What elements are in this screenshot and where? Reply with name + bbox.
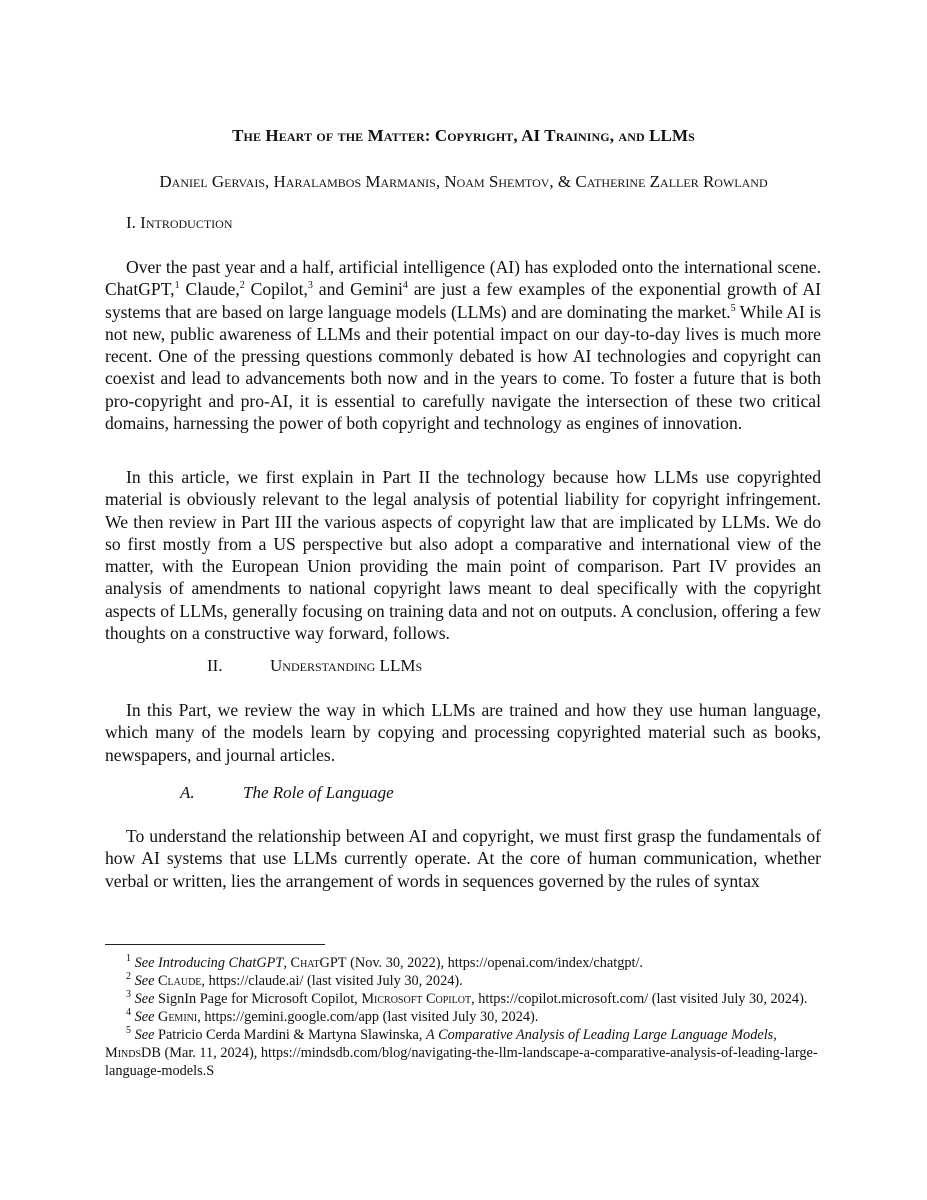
- source-title: A Comparative Analysis of Leading Large Language Models: [426, 1027, 774, 1043]
- signal-see: See: [134, 1027, 155, 1043]
- paragraph-text: are just a few examples of the exponential growth of AI systems that are based on large language models (LLMs) and are dominating the market.: [105, 279, 821, 322]
- footnote-number: 4: [126, 1007, 131, 1019]
- signal-see: See: [134, 955, 155, 971]
- separator: ,: [773, 1027, 777, 1043]
- paragraph-introduction-2: In this article, we first explain in Part II the technology because how LLMs use copyrighted material is obviously relevant to the legal analysis of potential liability for copyright infringement. We then review in Part III the various aspects of copyright law that are implicated by LLMs. We do so first mostly from a US perspective but also adopt a comparative and international view of the matter, with the European Union providing the main point of comparison. Part IV provides an analysis of amendments to national copyright laws meant to deal specifically with the copyright aspects of LLMs, generally focusing on training data and not on outputs. A conclusion, offering a few thoughts on a constructive way forward, follows.: [105, 467, 821, 644]
- source-publisher: Gemini: [158, 1009, 198, 1025]
- paragraph-role-of-language: To understand the relationship between AI and copyright, we must first grasp the fundamentals of how AI systems that use LLMs currently operate. At the core of human communication, whether verbal or written, lies the arrangement of words in sequences governed by the rules of syntax: [105, 826, 821, 891]
- footnote-ref-2[interactable]: 2: [239, 280, 245, 292]
- source-publisher: ChatGPT: [290, 955, 347, 971]
- footnote-number: 2: [126, 971, 131, 983]
- subsection-number-a: A.: [180, 783, 195, 802]
- footnote-number: 5: [126, 1025, 131, 1037]
- footnote-ref-1[interactable]: 1: [174, 280, 180, 292]
- signal-see: See: [134, 991, 155, 1007]
- paragraph-text: While AI is not new, public awareness of LLMs and their potential impact on our day-to-day lives is much more recent. One of the pressing questions commonly debated is how AI technologies and copyright can coexist and lead to advancements both now and in the years to come. To foster a future that is both pro-copyright and pro-AI, it is essential to carefully navigate the intersection of these two critical domains, harnessing the power of both copyright and technology as engines of innovation.: [105, 301, 821, 434]
- footnote-ref-3[interactable]: 3: [307, 280, 313, 292]
- footnote-3: [105, 990, 821, 1008]
- signal-see: See: [134, 973, 155, 989]
- citation-rest[interactable]: , https://claude.ai/ (last visited July 30, 2024).: [201, 973, 463, 989]
- paragraph-introduction-1: [105, 256, 821, 434]
- paragraph-text: Over the past year and a half, artificial intelligence (AI) has exploded onto the international scene. ChatGPT,: [105, 257, 821, 300]
- source-publisher: MindsDB: [105, 1045, 161, 1061]
- paragraph-text: Copilot,: [244, 279, 308, 300]
- section-heading-introduction: I. Introduction: [126, 213, 233, 232]
- source-publisher: Microsoft Copilot: [361, 991, 472, 1007]
- footnotes: [105, 954, 821, 1080]
- paragraph-text: and Gemini: [312, 279, 403, 300]
- footnote-ref-5[interactable]: 5: [730, 302, 736, 314]
- footnote-number: 1: [126, 953, 131, 965]
- citation-prefix: Patricio Cerda Mardini & Martyna Slawinska,: [154, 1027, 427, 1043]
- citation-rest[interactable]: (Nov. 30, 2022), https://openai.com/index/chatgpt/.: [346, 955, 644, 971]
- paragraph-text: Claude,: [179, 279, 240, 300]
- footnote-5: [105, 1026, 821, 1080]
- source-title: Introducing ChatGPT: [158, 955, 284, 971]
- footnote-1: [105, 954, 821, 972]
- separator: ,: [283, 955, 291, 971]
- section-heading-understanding-llms: Understanding LLMs: [270, 656, 423, 675]
- citation-rest[interactable]: , https://gemini.google.com/app (last visited July 30, 2024).: [197, 1009, 539, 1025]
- article-title: The Heart of the Matter: Copyright, AI Training, and LLMs: [232, 126, 695, 145]
- section-number-2: II.: [207, 656, 223, 675]
- citation-rest[interactable]: (Mar. 11, 2024), https://mindsdb.com/blog/navigating-the-llm-landscape-a-comparative-analysis-of-leading-large-language-models.S: [105, 1045, 818, 1079]
- source-publisher: Claude: [158, 973, 202, 989]
- paragraph-part-2-intro: In this Part, we review the way in which LLMs are trained and how they use human language, which many of the models learn by copying and processing copyrighted material such as books, newspapers, and journal articles.: [105, 700, 821, 765]
- signal-see: See: [134, 1009, 155, 1025]
- footnote-2: [105, 972, 821, 990]
- subsection-heading-role-of-language: The Role of Language: [243, 783, 394, 802]
- footnote-separator: [105, 944, 325, 945]
- footnote-ref-4[interactable]: 4: [402, 280, 408, 292]
- citation-prefix: SignIn Page for Microsoft Copilot,: [154, 991, 362, 1007]
- footnote-number: 3: [126, 989, 131, 1001]
- author-list: Daniel Gervais, Haralambos Marmanis, Noam Shemtov, & Catherine Zaller Rowland: [159, 172, 768, 191]
- footnote-4: [105, 1008, 821, 1026]
- citation-rest[interactable]: , https://copilot.microsoft.com/ (last visited July 30, 2024).: [471, 991, 808, 1007]
